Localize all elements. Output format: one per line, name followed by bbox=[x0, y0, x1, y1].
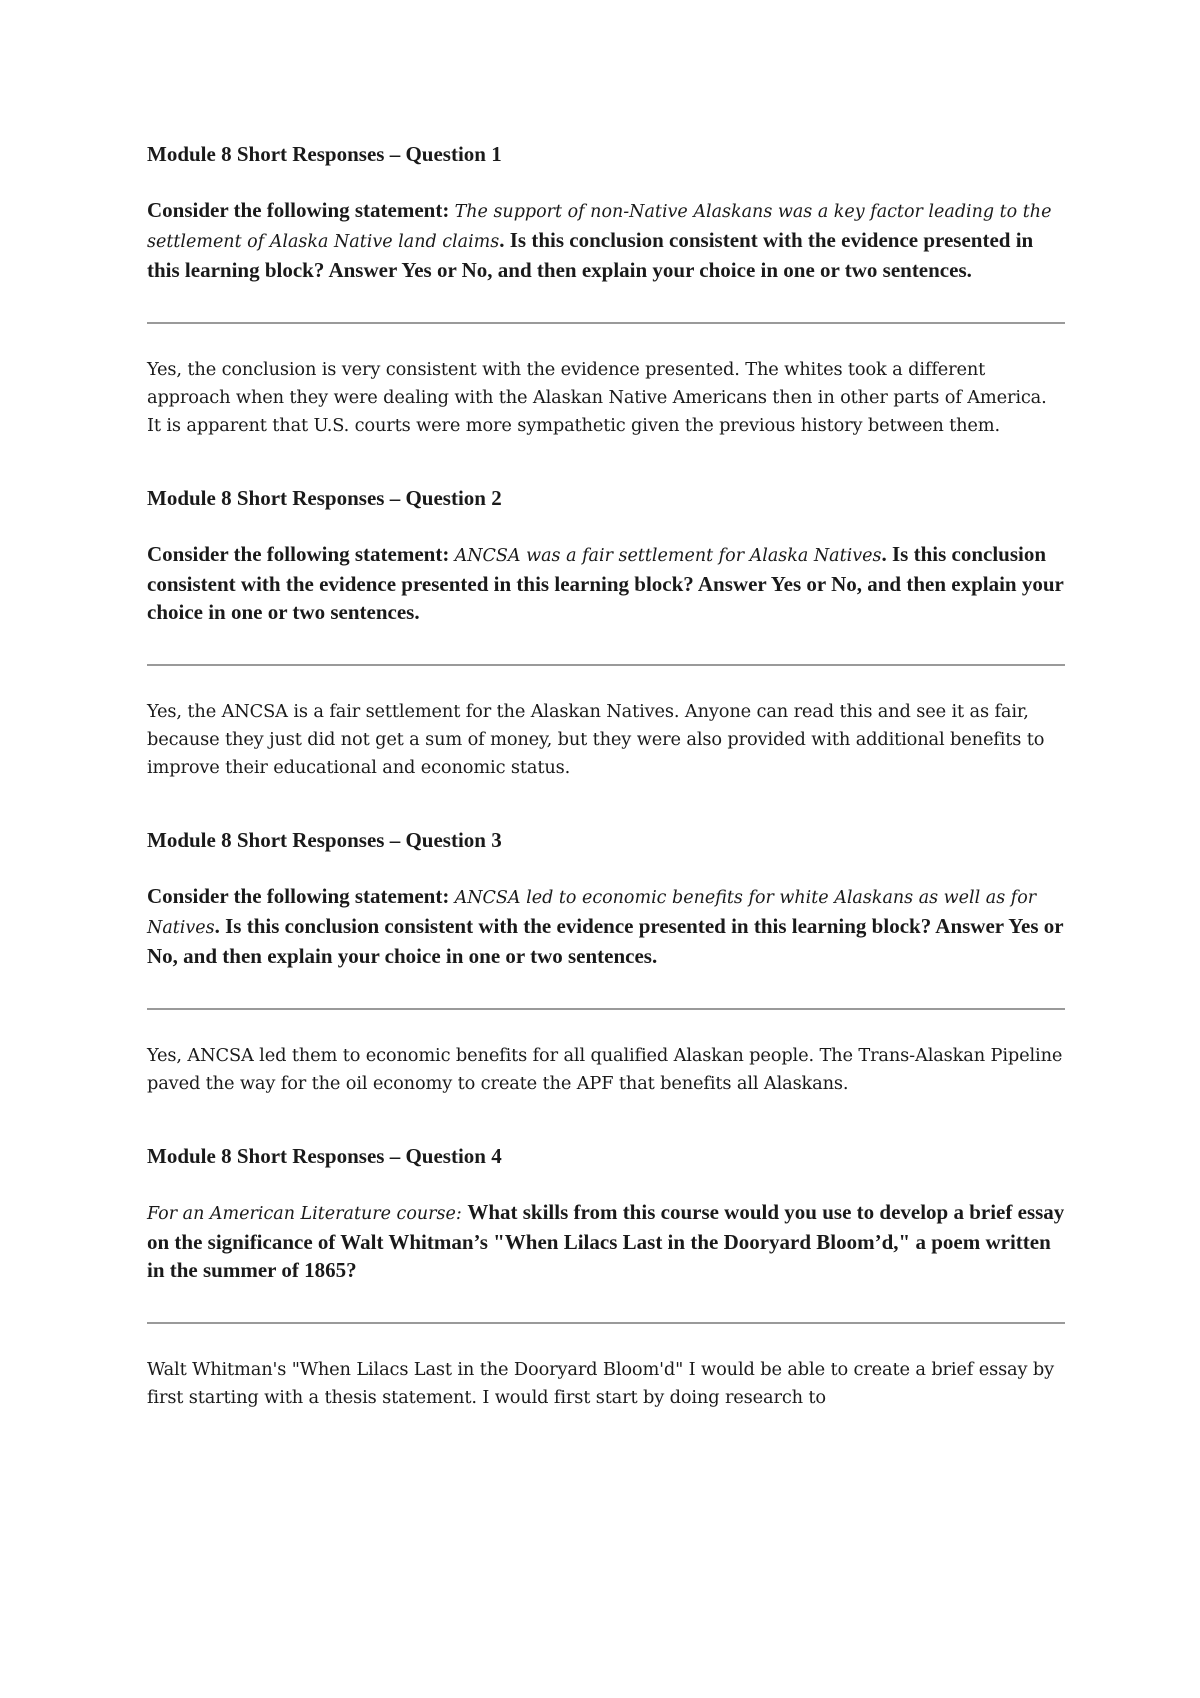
prompt-course-note: For an American Literature course: bbox=[147, 1204, 468, 1224]
question-heading: Module 8 Short Responses – Question 4 bbox=[147, 1144, 502, 1168]
prompt-statement: ANCSA was a fair settlement for Alaska Natives bbox=[454, 546, 882, 566]
question-prompt bbox=[147, 1198, 1065, 1284]
prompt-statement: The support of non-Native Alaskans was a key factor leading to the settlement of Alaska Native land claims bbox=[147, 202, 1052, 252]
question-heading: Module 8 Short Responses – Question 3 bbox=[147, 828, 502, 852]
prompt-statement: ANCSA led to economic benefits for white Alaskans as well as for Natives bbox=[147, 888, 1037, 938]
prompt-instructions: . Is this conclusion consistent with the evidence presented in this learning block? Answer Yes or No, and then explain your choice in one or two sentences. bbox=[147, 542, 1064, 624]
prompt-instructions: . Is this conclusion consistent with the evidence presented in this learning block? Answer Yes or No, and then explain your choice in one or two sentences. bbox=[147, 228, 1034, 282]
answer-text: Yes, the conclusion is very consistent with the evidence presented. The whites took a different approach when they were dealing with the Alaskan Native Americans then in other parts of America. It is apparent that U.S. courts were more sympathetic given the previous history between them. bbox=[147, 359, 1047, 436]
question-heading: Module 8 Short Responses – Question 1 bbox=[147, 142, 502, 166]
question-section-1 bbox=[147, 140, 1065, 440]
question-section-3 bbox=[147, 826, 1065, 1098]
answer-divider bbox=[147, 1008, 1065, 1010]
prompt-lead: Consider the following statement: bbox=[147, 198, 455, 222]
answer-divider bbox=[147, 322, 1065, 324]
prompt-lead: Consider the following statement: bbox=[147, 884, 455, 908]
prompt-lead: Consider the following statement: bbox=[147, 542, 455, 566]
question-section-2 bbox=[147, 484, 1065, 782]
answer-divider bbox=[147, 664, 1065, 666]
answer-text: Walt Whitman's "When Lilacs Last in the Dooryard Bloom'd" I would be able to create a brief essay by first starting with a thesis statement. I would first start by doing research to bbox=[147, 1359, 1055, 1408]
prompt-instructions: What skills from this course would you use to develop a brief essay on the significance of Walt Whitman’s "When Lilacs Last in the Dooryard Bloom’d," a poem written in the summer of 1865? bbox=[147, 1200, 1065, 1282]
question-heading: Module 8 Short Responses – Question 2 bbox=[147, 486, 502, 510]
question-prompt bbox=[147, 882, 1065, 970]
answer-text: Yes, the ANCSA is a fair settlement for the Alaskan Natives. Anyone can read this and see it as fair, because they just did not get a sum of money, but they were also provided with additional benefits to improve their educational and economic status. bbox=[147, 701, 1045, 778]
prompt-instructions: . Is this conclusion consistent with the evidence presented in this learning block? Answer Yes or No, and then explain your choice in one or two sentences. bbox=[147, 914, 1064, 968]
question-prompt bbox=[147, 540, 1065, 626]
document-content bbox=[147, 140, 1065, 1412]
answer-divider bbox=[147, 1322, 1065, 1324]
answer-text: Yes, ANCSA led them to economic benefits for all qualified Alaskan people. The Trans-Alaskan Pipeline paved the way for the oil economy to create the APF that benefits all Alaskans. bbox=[147, 1045, 1063, 1094]
question-section-4 bbox=[147, 1142, 1065, 1412]
question-prompt bbox=[147, 196, 1065, 284]
